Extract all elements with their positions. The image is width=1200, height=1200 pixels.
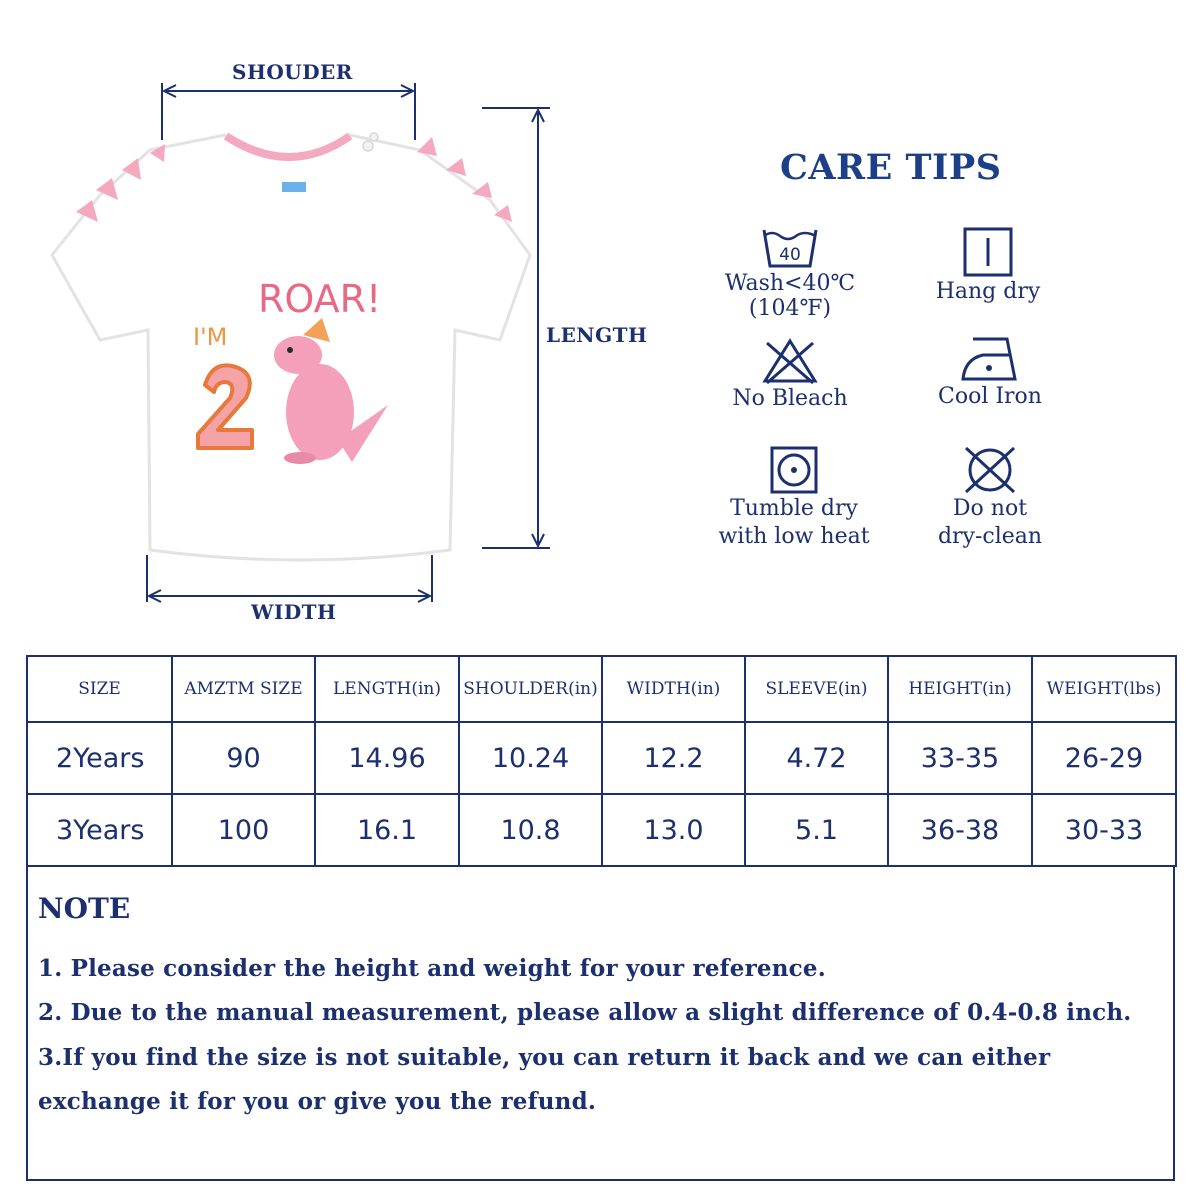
cell-width: 13.0 (602, 794, 745, 866)
size-table (26, 655, 1177, 867)
width-label: WIDTH (251, 600, 337, 624)
no-dry-clean-label: Do not (952, 496, 1028, 521)
header-width: WIDTH(in) (602, 656, 745, 722)
note-line-1: 1. Please consider the height and weight for your reference. (38, 955, 826, 982)
cell-length: 14.96 (315, 722, 459, 794)
shirt-text-roar: ROAR! (258, 277, 382, 321)
cell-height: 33-35 (888, 722, 1032, 794)
no-dry-clean-icon (961, 445, 1019, 495)
note-line-2: 2. Due to the manual measurement, please allow a slight difference of 0.4-0.8 inch. (38, 999, 1132, 1026)
no-bleach-icon (761, 337, 819, 385)
cell-height: 36-38 (888, 794, 1032, 866)
note-title: NOTE (38, 892, 131, 925)
cell-width: 12.2 (602, 722, 745, 794)
no-bleach-label: No Bleach (732, 386, 848, 411)
table-row (27, 794, 1176, 866)
wash-label: Wash<40℃ (724, 271, 856, 296)
cell-weight: 30-33 (1032, 794, 1176, 866)
shirt-diagram (0, 0, 700, 640)
care-item-no-bleach (690, 337, 890, 413)
cool-iron-icon (959, 335, 1021, 383)
note-box (26, 866, 1175, 1181)
cell-sleeve: 5.1 (745, 794, 888, 866)
hang-dry-label: Hang dry (935, 279, 1041, 304)
care-item-cool-iron (890, 335, 1090, 411)
table-header-row (27, 656, 1176, 722)
care-tips-title: CARE TIPS (780, 147, 1002, 188)
no-dry-clean-label-sub: dry-clean (937, 524, 1043, 549)
cell-amztm-size: 100 (172, 794, 315, 866)
hang-dry-icon (962, 226, 1014, 278)
header-height: HEIGHT(in) (888, 656, 1032, 722)
cell-length: 16.1 (315, 794, 459, 866)
note-line-4: exchange it for you or give you the refund. (38, 1088, 597, 1115)
cell-shoulder: 10.24 (459, 722, 602, 794)
cell-sleeve: 4.72 (745, 722, 888, 794)
wash-temp-text: 40 (779, 245, 801, 265)
cell-weight: 26-29 (1032, 722, 1176, 794)
header-shoulder: SHOULDER(in) (459, 656, 602, 722)
table-row (27, 722, 1176, 794)
header-size: SIZE (27, 656, 172, 722)
care-item-wash (690, 226, 890, 320)
note-line-3: 3.If you find the size is not suitable, you can return it back and we can either (38, 1044, 1051, 1071)
header-sleeve: SLEEVE(in) (745, 656, 888, 722)
cell-size: 3Years (27, 794, 172, 866)
shirt-text-im: I'M (193, 323, 228, 351)
tumble-dry-label: Tumble dry (730, 496, 858, 521)
cell-shoulder: 10.8 (459, 794, 602, 866)
tumble-dry-icon (769, 445, 819, 495)
wash-40-icon (760, 226, 820, 270)
shoulder-label: SHOUDER (232, 60, 353, 84)
length-label: LENGTH (546, 323, 648, 347)
care-item-hang-dry (888, 226, 1088, 306)
header-amztm-size: AMZTM SIZE (172, 656, 315, 722)
tshirt-illustration (52, 133, 530, 560)
care-item-no-dry-clean (890, 445, 1090, 551)
wash-label-sub: (104℉) (748, 296, 832, 321)
header-length: LENGTH(in) (315, 656, 459, 722)
tumble-dry-label-sub: with low heat (718, 524, 870, 549)
cell-amztm-size: 90 (172, 722, 315, 794)
header-weight: WEIGHT(lbs) (1032, 656, 1176, 722)
cool-iron-label: Cool Iron (938, 384, 1042, 409)
cell-size: 2Years (27, 722, 172, 794)
care-item-tumble-dry (694, 445, 894, 551)
